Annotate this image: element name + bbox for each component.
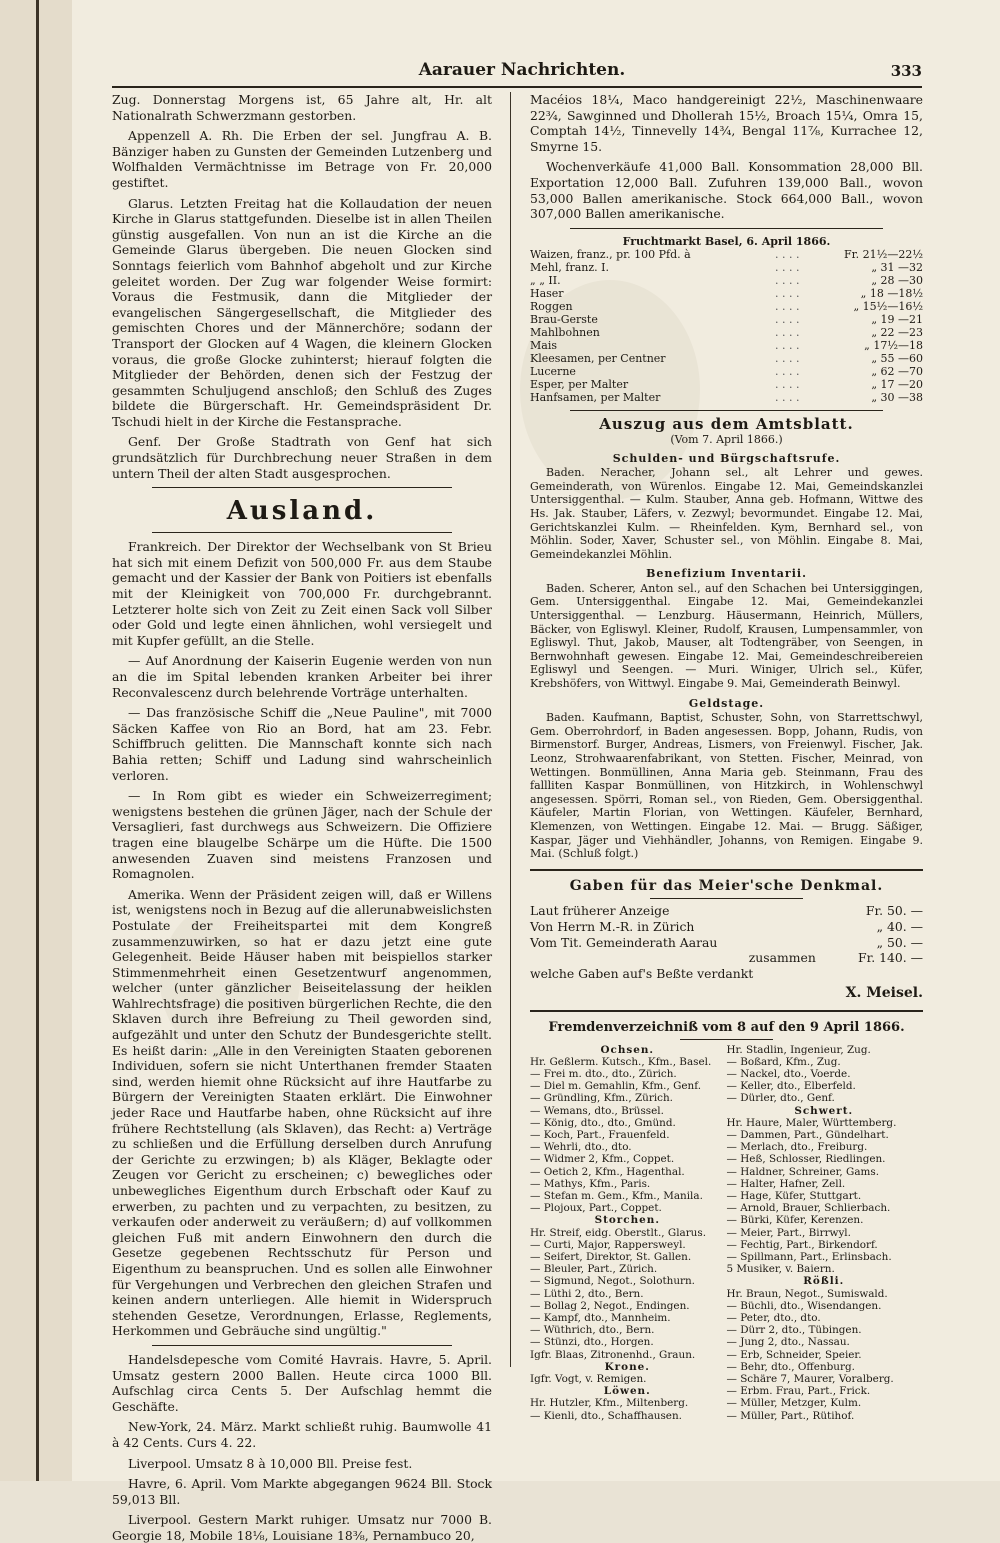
register-entry: — Erbm. Frau, Part., Frick.	[726, 1385, 871, 1398]
meier-title: Gaben für das Meier'sche Denkmal.	[569, 877, 884, 894]
register-entry: — Erb, Schneider, Speier.	[726, 1348, 862, 1361]
donation-table	[530, 903, 923, 965]
schulden-text: Baden. Neracher, Johann sel., alt Lehrer und gewes. Gemeinderath, von Würenlos. Eingabe 12. Mai, Gemeindskanzlei Untersiggenthal. — Kulm. Stauber, Anna geb. Hofmann, Wittwe des Hs. Jak. Stauber, Läfers, v. Zezwyl; bevormundet. Eingabe 12. Mai, Gerichtskanzlei Kulm. — Rheinfelden. Kym, Bernhard sel., von Möhlin. Soder, Xaver, Schuster sel., von Möhlin. Eingabe 8. Mai, Gemeindekanzlei Möhlin.	[530, 466, 923, 561]
register-entry: — Bleuler, Part., Zürich.	[530, 1263, 658, 1276]
trade-continued: Macéios 18¼, Maco handgereinigt 22½, Maschinenwaare 22¾, Sawginned und Dhollerah 15½, Broach 15¼, Omra 15, Comptah 14½, Tinnevelly 14¾, Bengal 11⅞, Kurrachee 12, Smyrne 15.	[530, 92, 923, 154]
register-entry: — Arnold, Brauer, Schlierbach.	[726, 1202, 891, 1215]
price-row	[530, 313, 923, 326]
price-item: Roggen	[530, 300, 573, 314]
price-row	[530, 352, 923, 365]
price-dots: . . . .	[775, 300, 800, 314]
register-entry: — Müller, Metzger, Kulm.	[726, 1397, 862, 1410]
register-hotel-heading: Löwen.	[603, 1385, 651, 1398]
register-entry: — Koch, Part., Frauenfeld.	[530, 1128, 670, 1141]
register-right-column	[727, 1044, 924, 1422]
right-column	[530, 92, 923, 1422]
benefizium-text: Baden. Scherer, Anton sel., auf den Schachen bei Untersiggingen, Gem. Untersiggenthal. Eingabe 12. Mai, Gemeindekanzlei Untersiggenthal. — Lenzburg. Häusermann, Heinrich, Müllers, Bäcker, von Egliswyl. Kleiner, Rudolf, Krausen, Lumpensammler, von Egliswyl. Thut, Jakob, Mauser, alt Todtengräber, von Seengen, in Bernwohnhaft gewesen. Eingabe 12. Mai, Gemeindeschreibereien Egliswyl und Seengen. — Muri. Winiger, Ulrich sel., Küfer, Krebshöfers, von Wittwyl. Eingabe 9. Mai, Gemeinderath Beinwyl.	[530, 581, 923, 691]
register-entry: — Plojoux, Part., Coppet.	[530, 1202, 662, 1215]
guest-register	[530, 1044, 923, 1422]
register-entry: — Schäre 7, Maurer, Voralberg.	[726, 1372, 894, 1385]
column-divider	[510, 92, 511, 1367]
register-entry: — Fechtig, Part., Birkendorf.	[726, 1238, 878, 1251]
price-row	[530, 339, 923, 352]
donation-label: Von Herrn M.-R. in Zürich	[530, 918, 695, 934]
donation-row	[530, 903, 923, 919]
price-item: Waizen, franz., pr. 100 Pfd. à	[530, 248, 691, 262]
register-entry: — Bollag 2, Negot., Endingen.	[530, 1299, 690, 1312]
register-entry: — Stünzi, dto., Horgen.	[530, 1336, 654, 1349]
price-dots: . . . .	[775, 261, 800, 275]
register-entry: — Haldner, Schreiner, Gams.	[726, 1165, 880, 1178]
price-value: „ 22 —23	[871, 326, 923, 340]
register-entry: Hr. Braun, Negot., Sumiswald.	[726, 1287, 888, 1300]
register-entry: — Nackel, dto., Voerde.	[726, 1067, 851, 1080]
news-kaiserin: — Auf Anordnung der Kaiserin Eugenie werden von nun an die im Spital lebenden kranken Arbeiter bei ihrer Reconvalescenz durch belehrende Vorträge unterhalten.	[112, 653, 492, 700]
price-dots: . . . .	[775, 313, 800, 327]
register-entry: — Meier, Part., Birrwyl.	[726, 1226, 851, 1239]
donation-row	[530, 919, 923, 935]
news-amerika: Amerika. Wenn der Präsident zeigen will, daß er Willens ist, wenigstens noch in Bezug auf die allerunabweislichsten Postulate der Freiheitspartei mit dem Kongreß zusammenzuwirken, so hat er dazu jetzt eine gute Gelegenheit. Beide Häuser haben mit beispiellos starker Stimmenmehrheit einen Gesetzentwurf angenommen, welcher (unter gänzlicher Beiseitelassung der heiklen Wahlrechtsfrage) die positiven bürgerlichen Rechte, die den Sklaven durch ihre Befreiung zu Theil geworden sind, aufgezählt und unter den Schutz der Bundesgerichte stellt. Es heißt darin: „Alle in den Vereinigten Staaten geborenen Individuen, sofern sie nicht Unterthanen fremder Staaten sind, werden hiemit ohne Rücksicht auf ihre Hautfarbe zu Bürgern der Vereinigten Staaten erklärt. Die Einwohner jeder Race und Hautfarbe haben, ohne Rücksicht auf ihre frühere Rechtstellung (als Sklaven), das Recht: a) Verträge zu schließen und die Erfüllung derselben durch Anrufung der Gerichte zu erzwingen; b) als Kläger, Beklagte oder Zeugen vor Gericht zu erscheinen; c) bewegliches oder unbewegliches Eigenthum durch Erbschaft oder Kauf zu erwerben, zu pachten und zu verpachten, zu besitzen, zu verkaufen oder anderweit zu veräußern; d) auf vollkommen gleichen Fuß mit andern Einwohnern den durch die Gesetze gegebenen Rechtsschutz für Person und Eigenthum zu beanspruchen. Und es sollen alle Einwohner für Vergehungen und Verbrechen den gleichen Strafen und keinen andern unterliegen. Alle hiemit in Widerspruch stehenden Gesetze, Verordnungen, Erlasse, Reglements, Herkommen und Gebräuche sind ungültig."	[112, 886, 492, 1339]
donation-amount: „ 50. —	[876, 934, 923, 950]
divider	[152, 487, 452, 488]
price-item: Lucerne	[530, 365, 576, 379]
register-entry: 5 Musiker, v. Baiern.	[726, 1263, 835, 1276]
donation-total-row	[530, 950, 923, 966]
binding-line	[36, 0, 39, 1481]
register-entry: Igfr. Blaas, Zitronenhd., Graun.	[530, 1348, 696, 1361]
register-entry: Hr. Streif, eidg. Oberstlt., Glarus.	[530, 1226, 707, 1239]
divider	[570, 410, 883, 411]
price-dots: . . . .	[775, 274, 800, 288]
geldstage-text: Baden. Kaufmann, Baptist, Schuster, Sohn, von Starrettschwyl, Gem. Oberrohrdorf, in Baden angesessen. Bopp, Johann, Rudis, von Birmenstorf. Burger, Andreas, Lismers, von Freienwyl. Fischer, Jak. Leonz, Strohwaarenfabrikant, von Stetten. Fischer, Meinrad, von Wettingen. Bonmüllinen, Anna Maria geb. Steinmann, Frau des fallliten Kaspar Bonmüllinen, von Hitzkirch, in Wohlenschwyl angesessen. Spörri, Roman sel., von Rieden, Gem. Obersiggenthal. Käufeler, Martin Florian, von Wettingen. Käufeler, Bernhard, Klemenzen, von Wettingen. Eingabe 12. Mai. — Brugg. Säßiger, Kaspar, Jäger und Viehhändler, Johanns, von Remigen. Eingabe 9. Mai. (Schluß folgt.)	[530, 711, 923, 861]
register-hotel-heading: Ochsen.	[600, 1043, 655, 1056]
donation-row	[530, 935, 923, 951]
amtsblatt-title: Auszug aus dem Amtsblatt.	[599, 415, 854, 434]
trade-havre-2: Havre, 6. April. Vom Markte abgegangen 9624 Bll. Stock 59,013 Bll.	[112, 1476, 492, 1507]
register-entry: — Sigmund, Negot., Solothurn.	[530, 1275, 695, 1288]
signature: X. Meisel.	[845, 985, 923, 1002]
register-entry: — Merlach, dto., Freiburg.	[726, 1141, 868, 1154]
register-entry: — Behr, dto., Offenburg.	[726, 1360, 855, 1373]
price-table	[530, 248, 923, 404]
register-entry: — Mathys, Kfm., Paris.	[530, 1177, 651, 1190]
price-row	[530, 274, 923, 287]
register-entry: — Heß, Schlosser, Riedlingen.	[726, 1153, 886, 1166]
register-entry: — Wemans, dto., Brüssel.	[530, 1104, 664, 1117]
trade-havre-1: Handelsdepesche vom Comité Havrais. Havre, 5. April. Umsatz gestern 2000 Ballen. Heute circa 1000 Bll. Aufschlag circa Cents 5. Der Aufschlag hemmt die Geschäfte.	[112, 1351, 492, 1414]
price-dots: . . . .	[775, 378, 800, 392]
trade-liverpool-1: Liverpool. Umsatz 8 à 10,000 Bll. Preise fest.	[128, 1455, 413, 1471]
price-value: „ 15½—16½	[853, 300, 923, 314]
register-entry: — König, dto., dto., Gmünd.	[530, 1116, 676, 1129]
price-item: Brau-Gerste	[530, 313, 598, 327]
divider	[152, 532, 452, 533]
price-item: Hanfsamen, per Malter	[530, 391, 661, 405]
amtsblatt-date: (Vom 7. April 1866.)	[670, 432, 783, 446]
register-entry: — Bürki, Küfer, Kerenzen.	[726, 1214, 864, 1227]
register-entry: — Kienli, dto., Schaffhausen.	[530, 1409, 682, 1422]
donation-total: Fr. 140. —	[858, 950, 923, 966]
page-number: 333	[890, 62, 922, 80]
register-entry: — Boßard, Kfm., Zug.	[726, 1055, 841, 1068]
register-hotel-heading: Krone.	[604, 1360, 650, 1373]
register-entry: — Diel m. Gemahlin, Kfm., Genf.	[530, 1080, 702, 1093]
price-value: „ 19 —21	[871, 313, 923, 327]
price-item: „ „ II.	[530, 274, 561, 288]
price-dots: . . . .	[775, 326, 800, 340]
register-entry: Hr. Hutzler, Kfm., Miltenberg.	[530, 1397, 689, 1410]
news-genf: Genf. Der Große Stadtrath von Genf hat sich grundsätzlich für Durchbrechung neuer Straßen in dem untern Theil der alten Stadt ausgesprochen.	[112, 434, 492, 481]
left-column	[112, 92, 492, 1543]
benefizium-title: Benefizium Inventarii.	[646, 567, 807, 581]
geldstage-title: Geldstage.	[688, 696, 765, 710]
newspaper-title: Aarauer Nachrichten.	[418, 60, 626, 80]
page-header	[112, 62, 922, 88]
price-dots: . . . .	[775, 287, 800, 301]
price-item: Mais	[530, 339, 557, 353]
price-value: „ 28 —30	[871, 274, 923, 288]
news-frankreich: Frankreich. Der Direktor der Wechselbank von St Brieu hat sich mit einem Defizit von 500,000 Fr. aus dem Staube gemacht und der Kassier der Bank von Poitiers ist ebenfalls mit der Kleinigkeit von 700,000 Fr. durchgebrannt. Letzterer holte sich von Zeit zu Zeit einen Sack voll Silber oder Gold und legte einen ähnlichen, wohl versiegelt und mit Kupfer gefüllt, an die Stelle.	[112, 539, 492, 648]
price-value: „ 17 —20	[871, 378, 923, 392]
divider	[530, 869, 923, 871]
divider	[152, 1345, 452, 1346]
price-dots: . . . .	[775, 248, 800, 262]
news-appenzell: Appenzell A. Rh. Die Erben der sel. Jungfrau A. B. Bänziger haben zu Gunsten der Gemeinden Lutzenberg und Wolfhalden Vermächtnisse im Betrage von Fr. 20,000 gestiftet.	[112, 128, 492, 190]
divider	[530, 1010, 923, 1012]
register-entry: — Peter, dto., dto.	[726, 1311, 821, 1324]
register-entry: — Widmer 2, Kfm., Coppet.	[530, 1153, 675, 1166]
register-entry: — Dürler, dto., Genf.	[726, 1092, 835, 1105]
price-item: Mahlbohnen	[530, 326, 600, 340]
register-entry: — Müller, Part., Rütihof.	[726, 1409, 855, 1422]
register-entry: Hr. Haure, Maler, Württemberg.	[726, 1116, 897, 1129]
donation-amount: „ 40. —	[876, 918, 923, 934]
register-entry: — Dürr 2, dto., Tübingen.	[726, 1324, 862, 1337]
register-entry: — Stefan m. Gem., Kfm., Manila.	[530, 1189, 703, 1202]
price-item: Esper, per Malter	[530, 378, 629, 392]
register-hotel-heading: Rößli.	[803, 1275, 845, 1288]
price-dots: . . . .	[775, 391, 800, 405]
donation-amount: Fr. 50. —	[865, 903, 923, 919]
register-left-column	[530, 1044, 727, 1422]
trade-weekly: Wochenverkäufe 41,000 Ball. Konsommation 28,000 Bll. Exportation 12,000 Ball. Zufuhren 139,000 Ball., wovon 53,000 Ballen amerikanische. Stock 664,000 Ball., wovon 307,000 Ballen amerikanische.	[530, 159, 923, 222]
news-zug: Zug. Donnerstag Morgens ist, 65 Jahre alt, Hr. alt Nationalrath Schwerzmann gestorben.	[112, 92, 492, 123]
price-dots: . . . .	[775, 365, 800, 379]
register-entry: — Halter, Hafner, Zell.	[726, 1177, 846, 1190]
price-dots: . . . .	[775, 339, 800, 353]
price-row	[530, 261, 923, 274]
register-entry: — Wehrli, dto., dto.	[530, 1141, 632, 1154]
price-row	[530, 326, 923, 339]
register-hotel-heading: Storchen.	[594, 1214, 660, 1227]
donation-label: Vom Tit. Gemeinderath Aarau	[530, 934, 718, 950]
price-value: „ 55 —60	[871, 352, 923, 366]
market-title: Fruchtmarkt Basel, 6. April 1866.	[622, 234, 831, 248]
register-entry: Hr. Stadlin, Ingenieur, Zug.	[726, 1043, 871, 1056]
divider	[680, 1039, 773, 1040]
price-value: „ 18 —18½	[860, 287, 923, 301]
price-value: „ 17½—18	[864, 339, 923, 353]
price-row	[530, 391, 923, 404]
price-item: Haser	[530, 287, 564, 301]
price-value: „ 62 —70	[871, 365, 923, 379]
donation-thanks: welche Gaben auf's Beßte verdankt	[530, 965, 754, 981]
price-row	[530, 365, 923, 378]
register-entry: — Hage, Küfer, Stuttgart.	[726, 1189, 862, 1202]
register-entry: — Gründling, Kfm., Zürich.	[530, 1092, 673, 1105]
register-entry: — Lüthi 2, dto., Bern.	[530, 1287, 644, 1300]
divider	[570, 228, 883, 229]
price-row	[530, 248, 923, 261]
register-entry: Igfr. Vogt, v. Remigen.	[530, 1372, 647, 1385]
price-row	[530, 287, 923, 300]
register-entry: — Keller, dto., Elberfeld.	[726, 1080, 856, 1093]
register-entry: — Jung 2, dto., Nassau.	[726, 1336, 850, 1349]
schulden-title: Schulden- und Bürgschaftsrufe.	[612, 451, 841, 465]
register-entry: — Kampf, dto., Mannheim.	[530, 1311, 671, 1324]
price-dots: . . . .	[775, 352, 800, 366]
section-ausland-title: Ausland.	[226, 496, 378, 527]
price-item: Kleesamen, per Centner	[530, 352, 666, 366]
price-item: Mehl, franz. I.	[530, 261, 609, 275]
register-entry: — Wüthrich, dto., Bern.	[530, 1324, 655, 1337]
news-rom: — In Rom gibt es wieder ein Schweizerregiment; wenigstens bestehen die grünen Jäger, nach der Schule der Versaglieri, fast durchwegs aus Schweizern. Die Offiziere tragen eine blaugelbe Schärpe um die Hüfte. Die 1500 anwesenden Zuaven sind meistens Franzosen und Romagnolen.	[112, 788, 492, 882]
trade-newyork: New-York, 24. März. Markt schließt ruhig. Baumwolle 41 à 42 Cents. Curs 4. 22.	[112, 1419, 492, 1450]
register-entry: — Curti, Major, Rappersweyl.	[530, 1238, 686, 1251]
donation-total-label: zusammen	[748, 950, 816, 966]
price-row	[530, 378, 923, 391]
price-row	[530, 300, 923, 313]
fremden-title: Fremdenverzeichniß vom 8 auf den 9 April 1866.	[548, 1019, 905, 1035]
register-entry: — Dammen, Part., Gündelhart.	[726, 1128, 889, 1141]
register-entry: — Oetich 2, Kfm., Hagenthal.	[530, 1165, 685, 1178]
register-entry: — Seifert, Direktor, St. Gallen.	[530, 1250, 692, 1263]
trade-liverpool-2: Liverpool. Gestern Markt ruhiger. Umsatz nur 7000 B. Georgie 18, Mobile 18⅛, Louisiane 18⅜, Pernambuco 20,	[112, 1512, 492, 1543]
news-glarus: Glarus. Letzten Freitag hat die Kollaudation der neuen Kirche in Glarus stattgefunden. Dieselbe ist in allen Theilen günstig ausgefallen. Von nun an ist die Kirche an die Gemeinde Glarus übergeben. Die neuen Glocken sind Sonntags feierlich vom Bahnhof abgeholt und zur Kirche geleitet worden. Der Zug war folgender Weise formirt: Voraus die Festmusik, dann die Mitglieder der evangelischen Sängergesellschaft, die Mitglieder des gemischten Chores und der Männerchöre; sodann der Transport der Glocken auf 4 Wagen, die kleinern Glocken voraus, die große Glocke zuhinterst; hierauf folgten die Mitglieder der Behörden, denen sich der Festzug der gesammten Schuljugend anschloß; den Schluß des Zuges bildete die Bürgerschaft. Hr. Gemeindspräsident Dr. Tschudi hielt in der Kirche die Festansprache.	[112, 195, 492, 429]
price-value: „ 31 —32	[871, 261, 923, 275]
price-value: Fr. 21½—22½	[844, 248, 923, 262]
price-value: „ 30 —38	[871, 391, 923, 405]
register-entry: Hr. Geßlerm. Kutsch., Kfm., Basel.	[530, 1055, 712, 1068]
donation-label: Laut früherer Anzeige	[530, 903, 670, 919]
divider	[650, 898, 803, 899]
register-entry: — Büchli, dto., Wisendangen.	[726, 1299, 882, 1312]
register-hotel-heading: Schwert.	[794, 1104, 854, 1117]
register-entry: — Frei m. dto., dto., Zürich.	[530, 1067, 677, 1080]
register-entry: — Spillmann, Part., Erlinsbach.	[726, 1250, 892, 1263]
news-schiff: — Das französische Schiff die „Neue Pauline", mit 7000 Säcken Kaffee von Rio an Bord, hat am 23. Febr. Schiffbruch gelitten. Die Mannschaft konnte sich nach Bahia retten; Schiff und Ladung sind wahrscheinlich verloren.	[112, 705, 492, 783]
